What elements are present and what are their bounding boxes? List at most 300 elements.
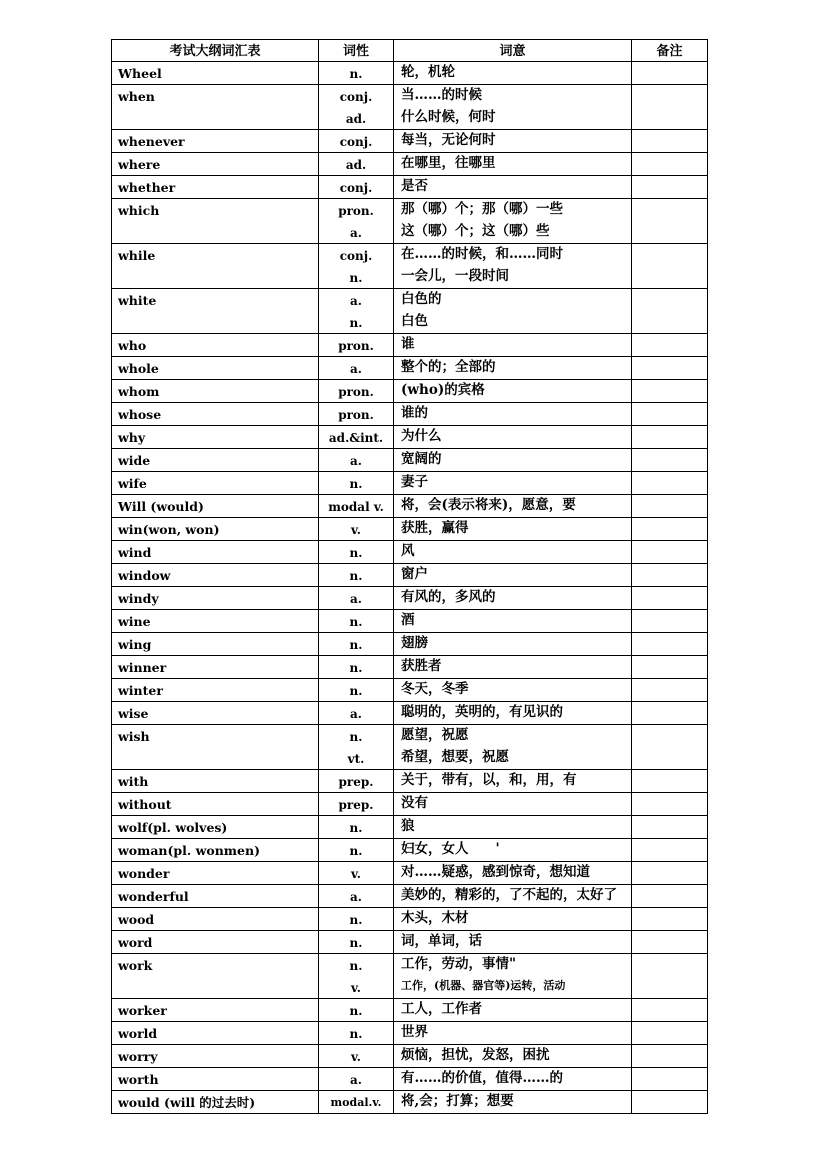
meaning-text: 有……的价值，值得……的 — [401, 1070, 563, 1086]
meaning-text: 酒 — [401, 612, 415, 628]
word-cell — [112, 564, 319, 587]
pos-cell — [319, 587, 394, 610]
word-cell — [112, 176, 319, 199]
header-meaning: 词意 — [394, 40, 632, 62]
meaning-cell — [394, 541, 632, 564]
note-cell — [632, 62, 708, 85]
table-row — [112, 587, 708, 610]
meaning-cell — [394, 770, 632, 793]
table-row — [112, 199, 708, 244]
meaning-text: 风 — [401, 543, 415, 559]
word-cell — [112, 449, 319, 472]
pos-cell — [319, 679, 394, 702]
word-cell — [112, 334, 319, 357]
table-row — [112, 244, 708, 289]
pos-text: n. — [349, 844, 363, 858]
pos-cell — [319, 85, 394, 130]
pos-text: n. — [349, 1027, 363, 1041]
meaning-cell — [394, 885, 632, 908]
table-row — [112, 908, 708, 931]
pos-text: v. — [351, 867, 361, 881]
meaning-text: 轮，机轮 — [401, 64, 455, 80]
pos-text: a. — [350, 294, 362, 308]
pos-text: v. — [351, 523, 361, 537]
word-text: wonder — [118, 866, 170, 881]
meaning-text: 美妙的，精彩的，了不起的，太好了 — [401, 887, 617, 903]
meaning-cell — [394, 793, 632, 816]
meaning-cell — [394, 62, 632, 85]
pos-text: conj. — [339, 90, 373, 104]
word-text: wise — [118, 706, 149, 721]
meaning-text: 这（哪）个；这（哪）些 — [401, 223, 550, 239]
pos-cell — [319, 62, 394, 85]
word-text: work — [118, 958, 153, 973]
note-cell — [632, 541, 708, 564]
vocabulary-table — [111, 39, 708, 1114]
note-cell — [632, 839, 708, 862]
meaning-cell — [394, 908, 632, 931]
pos-cell — [319, 954, 394, 999]
pos-text: n. — [349, 913, 363, 927]
word-cell — [112, 357, 319, 380]
word-cell — [112, 130, 319, 153]
table-row — [112, 610, 708, 633]
word-text: who — [118, 338, 147, 353]
pos-cell — [319, 176, 394, 199]
pos-cell — [319, 244, 394, 289]
pos-text: n. — [349, 1004, 363, 1018]
table-row — [112, 1022, 708, 1045]
table-row — [112, 495, 708, 518]
note-cell — [632, 403, 708, 426]
word-text: where — [118, 157, 161, 172]
table-row — [112, 679, 708, 702]
pos-text: n. — [349, 959, 363, 973]
word-cell — [112, 679, 319, 702]
table-row — [112, 1045, 708, 1068]
meaning-cell — [394, 725, 632, 770]
word-text: wonderful — [118, 889, 189, 904]
word-cell — [112, 62, 319, 85]
word-cell — [112, 1022, 319, 1045]
meaning-cell — [394, 244, 632, 289]
pos-cell — [319, 770, 394, 793]
word-text: worker — [118, 1003, 167, 1018]
word-text: wolf(pl. wolves) — [118, 820, 228, 835]
word-cell — [112, 426, 319, 449]
pos-cell — [319, 1045, 394, 1068]
table-row — [112, 357, 708, 380]
word-cell — [112, 954, 319, 999]
word-cell — [112, 403, 319, 426]
meaning-cell — [394, 679, 632, 702]
meaning-text: 妻子 — [401, 474, 428, 490]
note-cell — [632, 380, 708, 403]
note-cell — [632, 426, 708, 449]
word-cell — [112, 793, 319, 816]
pos-cell — [319, 199, 394, 244]
meaning-text: 工作，劳动，事情" — [401, 956, 517, 972]
meaning-text: 一会儿，一段时间 — [401, 268, 509, 284]
pos-text: prep. — [338, 775, 374, 789]
pos-cell — [319, 816, 394, 839]
pos-text: v. — [351, 981, 361, 995]
meaning-text: 没有 — [401, 795, 428, 811]
pos-cell — [319, 289, 394, 334]
meaning-text: 宽阔的 — [401, 451, 442, 467]
pos-cell — [319, 1091, 394, 1114]
meaning-text: 冬天，冬季 — [401, 681, 469, 697]
meaning-cell — [394, 130, 632, 153]
table-header-row — [112, 40, 708, 62]
pos-text: pron. — [338, 408, 374, 422]
meaning-text: 工作，(机器、器官等)运转，活动 — [401, 979, 566, 992]
meaning-cell — [394, 176, 632, 199]
note-cell — [632, 1091, 708, 1114]
pos-text: n. — [349, 569, 363, 583]
word-text: winner — [118, 660, 167, 675]
pos-text: v. — [351, 1050, 361, 1064]
pos-text: pron. — [338, 385, 374, 399]
word-cell — [112, 199, 319, 244]
meaning-text: 在……的时候，和……同时 — [401, 246, 563, 262]
meaning-text: 白色 — [401, 313, 428, 329]
note-cell — [632, 1022, 708, 1045]
meaning-cell — [394, 334, 632, 357]
word-text: wing — [118, 637, 152, 652]
meaning-cell — [394, 839, 632, 862]
table-row — [112, 954, 708, 999]
pos-cell — [319, 885, 394, 908]
meaning-text: 谁 — [401, 336, 415, 352]
pos-cell — [319, 380, 394, 403]
word-text: whom — [118, 384, 160, 399]
meaning-cell — [394, 931, 632, 954]
word-cell — [112, 862, 319, 885]
meaning-cell — [394, 472, 632, 495]
pos-text: a. — [350, 1073, 362, 1087]
word-cell — [112, 85, 319, 130]
meaning-cell — [394, 862, 632, 885]
word-cell — [112, 633, 319, 656]
word-cell — [112, 908, 319, 931]
pos-text: pron. — [338, 204, 374, 218]
meaning-text: 木头，木材 — [401, 910, 469, 926]
pos-text: n. — [349, 67, 363, 81]
word-cell — [112, 656, 319, 679]
note-cell — [632, 793, 708, 816]
header-word: 考试大纲词汇表 — [112, 40, 319, 62]
note-cell — [632, 587, 708, 610]
table-row — [112, 793, 708, 816]
word-cell — [112, 885, 319, 908]
word-text: wind — [118, 545, 152, 560]
pos-cell — [319, 495, 394, 518]
pos-text: n. — [349, 684, 363, 698]
note-cell — [632, 244, 708, 289]
table-row — [112, 334, 708, 357]
meaning-cell — [394, 656, 632, 679]
pos-text: n. — [349, 477, 363, 491]
note-cell — [632, 885, 708, 908]
note-cell — [632, 518, 708, 541]
word-text: wide — [118, 453, 151, 468]
meaning-cell — [394, 999, 632, 1022]
meaning-cell — [394, 357, 632, 380]
word-text: woman(pl. wonmen) — [118, 843, 260, 858]
table-row — [112, 1068, 708, 1091]
word-cell — [112, 1068, 319, 1091]
table-row — [112, 999, 708, 1022]
word-cell — [112, 702, 319, 725]
pos-cell — [319, 334, 394, 357]
note-cell — [632, 931, 708, 954]
word-text: with — [118, 774, 149, 789]
header-pos: 词性 — [319, 40, 394, 62]
table-row — [112, 472, 708, 495]
pos-text: ad. — [345, 112, 367, 126]
note-cell — [632, 289, 708, 334]
word-cell — [112, 931, 319, 954]
meaning-cell — [394, 587, 632, 610]
pos-text: a. — [350, 362, 362, 376]
note-cell — [632, 679, 708, 702]
meaning-cell — [394, 199, 632, 244]
word-text: windy — [118, 591, 159, 606]
pos-cell — [319, 472, 394, 495]
word-text: Will (would) — [118, 499, 204, 514]
word-text: whenever — [118, 134, 185, 149]
meaning-text: 关于，带有，以，和，用，有 — [401, 772, 577, 788]
word-text: worth — [118, 1072, 159, 1087]
pos-text: a. — [350, 226, 362, 240]
pos-cell — [319, 564, 394, 587]
pos-text: ad.&int. — [328, 431, 384, 445]
note-cell — [632, 199, 708, 244]
word-cell — [112, 839, 319, 862]
word-text: which — [118, 203, 160, 218]
note-cell — [632, 702, 708, 725]
meaning-cell — [394, 816, 632, 839]
table-row — [112, 85, 708, 130]
note-cell — [632, 770, 708, 793]
table-row — [112, 633, 708, 656]
meaning-text: 有风的，多风的 — [401, 589, 496, 605]
note-cell — [632, 449, 708, 472]
pos-cell — [319, 1068, 394, 1091]
table-row — [112, 885, 708, 908]
word-text: win(won, won) — [118, 522, 220, 537]
word-text: worry — [118, 1049, 158, 1064]
pos-cell — [319, 403, 394, 426]
meaning-text: 窗户 — [401, 566, 428, 582]
meaning-cell — [394, 449, 632, 472]
pos-text: n. — [349, 638, 363, 652]
pos-cell — [319, 702, 394, 725]
meaning-cell — [394, 1091, 632, 1114]
meaning-cell — [394, 85, 632, 130]
table-row — [112, 770, 708, 793]
note-cell — [632, 862, 708, 885]
word-cell — [112, 472, 319, 495]
pos-text: a. — [350, 592, 362, 606]
table-row — [112, 130, 708, 153]
pos-cell — [319, 518, 394, 541]
table-row — [112, 449, 708, 472]
word-cell — [112, 289, 319, 334]
table-row — [112, 656, 708, 679]
meaning-text: 希望，想要，祝愿 — [401, 749, 509, 765]
pos-cell — [319, 839, 394, 862]
pos-text: a. — [350, 890, 362, 904]
meaning-text: 谁的 — [401, 405, 428, 421]
meaning-cell — [394, 1045, 632, 1068]
pos-cell — [319, 449, 394, 472]
word-text: wife — [118, 476, 147, 491]
word-text: window — [118, 568, 171, 583]
word-cell — [112, 610, 319, 633]
meaning-text: 词，单词，话 — [401, 933, 482, 949]
meaning-cell — [394, 564, 632, 587]
pos-cell — [319, 931, 394, 954]
pos-text: modal.v. — [330, 1096, 382, 1109]
word-text: wine — [118, 614, 151, 629]
pos-text: n. — [349, 730, 363, 744]
table-row — [112, 426, 708, 449]
pos-text: conj. — [339, 135, 373, 149]
note-cell — [632, 610, 708, 633]
note-cell — [632, 176, 708, 199]
meaning-text: 获胜者 — [401, 658, 442, 674]
meaning-text: 聪明的，英明的，有见识的 — [401, 704, 563, 720]
meaning-text: 为什么 — [401, 428, 442, 444]
table-row — [112, 564, 708, 587]
word-text: whose — [118, 407, 162, 422]
table-row — [112, 541, 708, 564]
word-cell — [112, 153, 319, 176]
table-row — [112, 176, 708, 199]
word-cell — [112, 999, 319, 1022]
meaning-text: 每当，无论何时 — [401, 132, 496, 148]
table-row — [112, 403, 708, 426]
word-text: whether — [118, 180, 176, 195]
word-cell — [112, 725, 319, 770]
word-text: would (will 的过去时) — [118, 1095, 256, 1110]
table-row — [112, 380, 708, 403]
meaning-text: 获胜，赢得 — [401, 520, 469, 536]
table-row — [112, 839, 708, 862]
word-text: without — [118, 797, 172, 812]
table-body — [112, 62, 708, 1114]
note-cell — [632, 472, 708, 495]
pos-cell — [319, 426, 394, 449]
pos-text: vt. — [347, 752, 365, 766]
word-cell — [112, 1091, 319, 1114]
meaning-text: 那（哪）个；那（哪）一些 — [401, 201, 563, 217]
note-cell — [632, 954, 708, 999]
word-cell — [112, 244, 319, 289]
meaning-cell — [394, 153, 632, 176]
note-cell — [632, 357, 708, 380]
pos-cell — [319, 153, 394, 176]
meaning-text: 世界 — [401, 1024, 428, 1040]
table-row — [112, 62, 708, 85]
note-cell — [632, 153, 708, 176]
meaning-text: 什么时候，何时 — [401, 109, 496, 125]
table-row — [112, 153, 708, 176]
note-cell — [632, 656, 708, 679]
meaning-text: 烦恼，担忧，发怒，困扰 — [401, 1047, 550, 1063]
pos-text: n. — [349, 316, 363, 330]
table-row — [112, 725, 708, 770]
meaning-text: 狼 — [401, 818, 415, 834]
pos-cell — [319, 633, 394, 656]
pos-cell — [319, 862, 394, 885]
meaning-cell — [394, 518, 632, 541]
word-text: why — [118, 430, 146, 445]
pos-text: ad. — [345, 158, 367, 172]
pos-text: n. — [349, 936, 363, 950]
word-text: winter — [118, 683, 163, 698]
table-row — [112, 702, 708, 725]
pos-cell — [319, 610, 394, 633]
table-row — [112, 289, 708, 334]
table-row — [112, 1091, 708, 1114]
pos-text: n. — [349, 546, 363, 560]
meaning-text: 白色的 — [401, 291, 442, 307]
word-cell — [112, 495, 319, 518]
meaning-cell — [394, 380, 632, 403]
pos-cell — [319, 1022, 394, 1045]
meaning-text: 将,会；打算；想要 — [401, 1093, 514, 1109]
header-note: 备注 — [632, 40, 708, 62]
word-text: word — [118, 935, 153, 950]
note-cell — [632, 564, 708, 587]
word-cell — [112, 816, 319, 839]
meaning-cell — [394, 610, 632, 633]
meaning-text: 妇女，女人 ' — [401, 841, 500, 857]
table-row — [112, 931, 708, 954]
word-cell — [112, 770, 319, 793]
table-row — [112, 862, 708, 885]
meaning-cell — [394, 702, 632, 725]
word-text: when — [118, 89, 155, 104]
meaning-text: 翅膀 — [401, 635, 428, 651]
pos-text: n. — [349, 615, 363, 629]
pos-cell — [319, 999, 394, 1022]
meaning-text: 对……疑惑，感到惊奇，想知道 — [401, 864, 590, 880]
meaning-cell — [394, 633, 632, 656]
note-cell — [632, 725, 708, 770]
word-cell — [112, 541, 319, 564]
meaning-text: 整个的；全部的 — [401, 359, 496, 375]
pos-text: modal v. — [328, 500, 384, 514]
note-cell — [632, 1045, 708, 1068]
pos-text: conj. — [339, 249, 373, 263]
meaning-cell — [394, 495, 632, 518]
note-cell — [632, 130, 708, 153]
word-text: wood — [118, 912, 155, 927]
word-cell — [112, 380, 319, 403]
word-text: wish — [118, 729, 150, 744]
table-row — [112, 518, 708, 541]
pos-text: pron. — [338, 339, 374, 353]
meaning-text: 在哪里，往哪里 — [401, 155, 496, 171]
word-text: Wheel — [118, 66, 162, 81]
note-cell — [632, 633, 708, 656]
word-text: world — [118, 1026, 158, 1041]
note-cell — [632, 1068, 708, 1091]
